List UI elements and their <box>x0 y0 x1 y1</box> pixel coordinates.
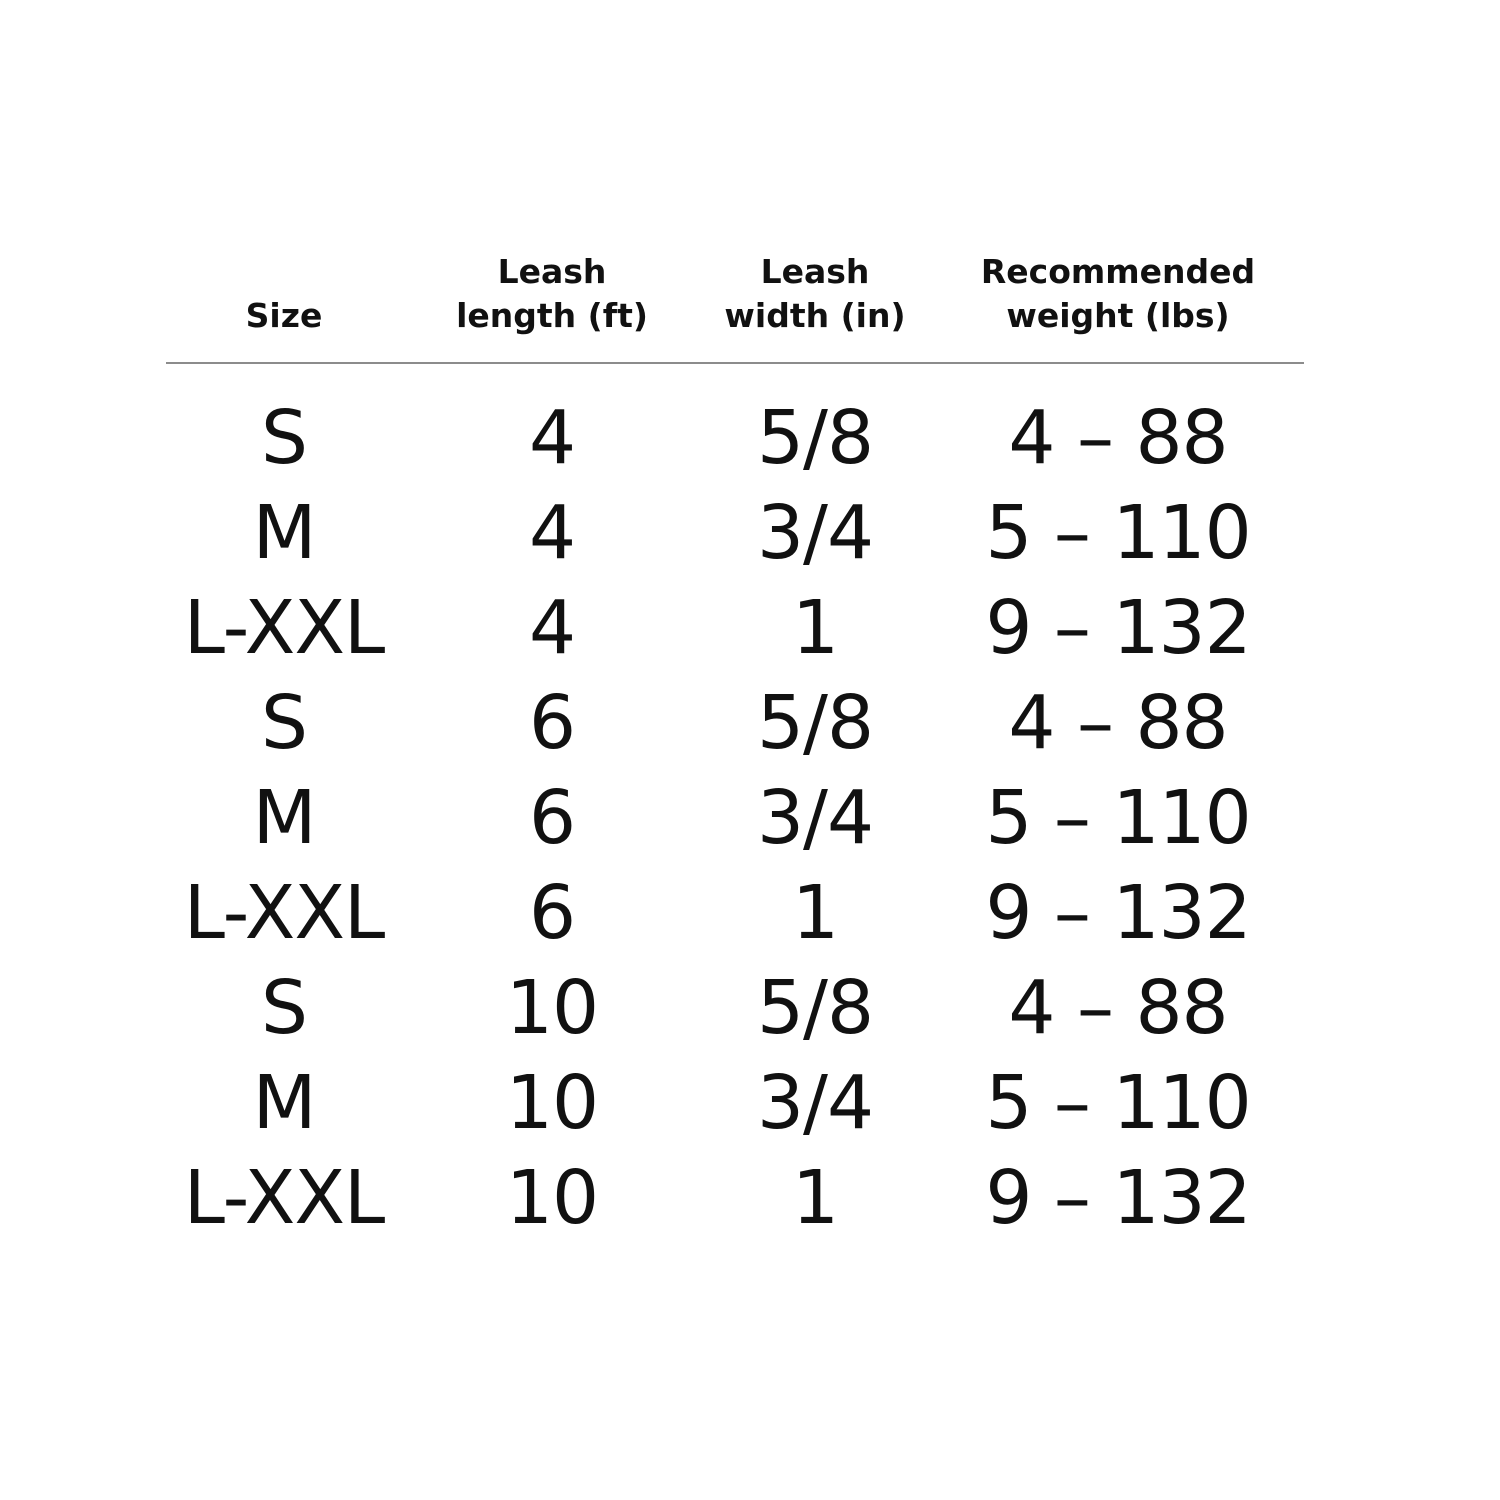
cell-size: M <box>252 1060 316 1146</box>
cell-leash-length: 6 <box>528 680 576 766</box>
cell-leash-width: 5/8 <box>756 965 874 1051</box>
cell-leash-length: 4 <box>528 490 576 576</box>
cell-size: L-XXL <box>183 870 385 956</box>
table-row <box>166 486 1304 581</box>
cell-recommended-weight: 9 – 132 <box>985 870 1251 956</box>
cell-leash-length: 10 <box>505 1060 599 1146</box>
table-row <box>166 771 1304 866</box>
cell-recommended-weight: 5 – 110 <box>985 775 1251 861</box>
cell-leash-length: 4 <box>528 585 576 671</box>
cell-leash-length: 4 <box>528 395 576 481</box>
header-leash-width: Leash width (in) <box>724 252 906 335</box>
cell-leash-length: 6 <box>528 775 576 861</box>
cell-leash-width: 3/4 <box>756 490 874 576</box>
cell-size: S <box>261 965 307 1051</box>
header-size: Size <box>245 296 323 335</box>
table-row <box>166 866 1304 961</box>
cell-leash-width: 1 <box>791 585 839 671</box>
table-row <box>166 961 1304 1056</box>
cell-recommended-weight: 9 – 132 <box>985 1155 1251 1241</box>
table-header-row <box>166 250 1304 364</box>
cell-size: M <box>252 775 316 861</box>
table-row <box>166 1056 1304 1151</box>
cell-size: S <box>261 680 307 766</box>
cell-recommended-weight: 5 – 110 <box>985 1060 1251 1146</box>
table-row <box>166 581 1304 676</box>
cell-leash-width: 3/4 <box>756 775 874 861</box>
cell-leash-width: 5/8 <box>756 680 874 766</box>
cell-leash-width: 5/8 <box>756 395 874 481</box>
cell-recommended-weight: 4 – 88 <box>1008 680 1228 766</box>
cell-recommended-weight: 5 – 110 <box>985 490 1251 576</box>
table-row <box>166 391 1304 486</box>
cell-recommended-weight: 9 – 132 <box>985 585 1251 671</box>
size-chart-table <box>166 250 1304 1246</box>
cell-leash-width: 3/4 <box>756 1060 874 1146</box>
cell-recommended-weight: 4 – 88 <box>1008 395 1228 481</box>
header-leash-length: Leash length (ft) <box>456 252 648 335</box>
cell-leash-length: 10 <box>505 965 599 1051</box>
cell-leash-length: 10 <box>505 1155 599 1241</box>
table-row <box>166 1151 1304 1246</box>
cell-leash-width: 1 <box>791 1155 839 1241</box>
cell-size: S <box>261 395 307 481</box>
cell-size: L-XXL <box>183 1155 385 1241</box>
table-row <box>166 676 1304 771</box>
cell-size: M <box>252 490 316 576</box>
cell-leash-length: 6 <box>528 870 576 956</box>
table-body <box>166 364 1304 1246</box>
cell-size: L-XXL <box>183 585 385 671</box>
header-recommended-weight: Recommended weight (lbs) <box>980 252 1256 335</box>
cell-recommended-weight: 4 – 88 <box>1008 965 1228 1051</box>
cell-leash-width: 1 <box>791 870 839 956</box>
